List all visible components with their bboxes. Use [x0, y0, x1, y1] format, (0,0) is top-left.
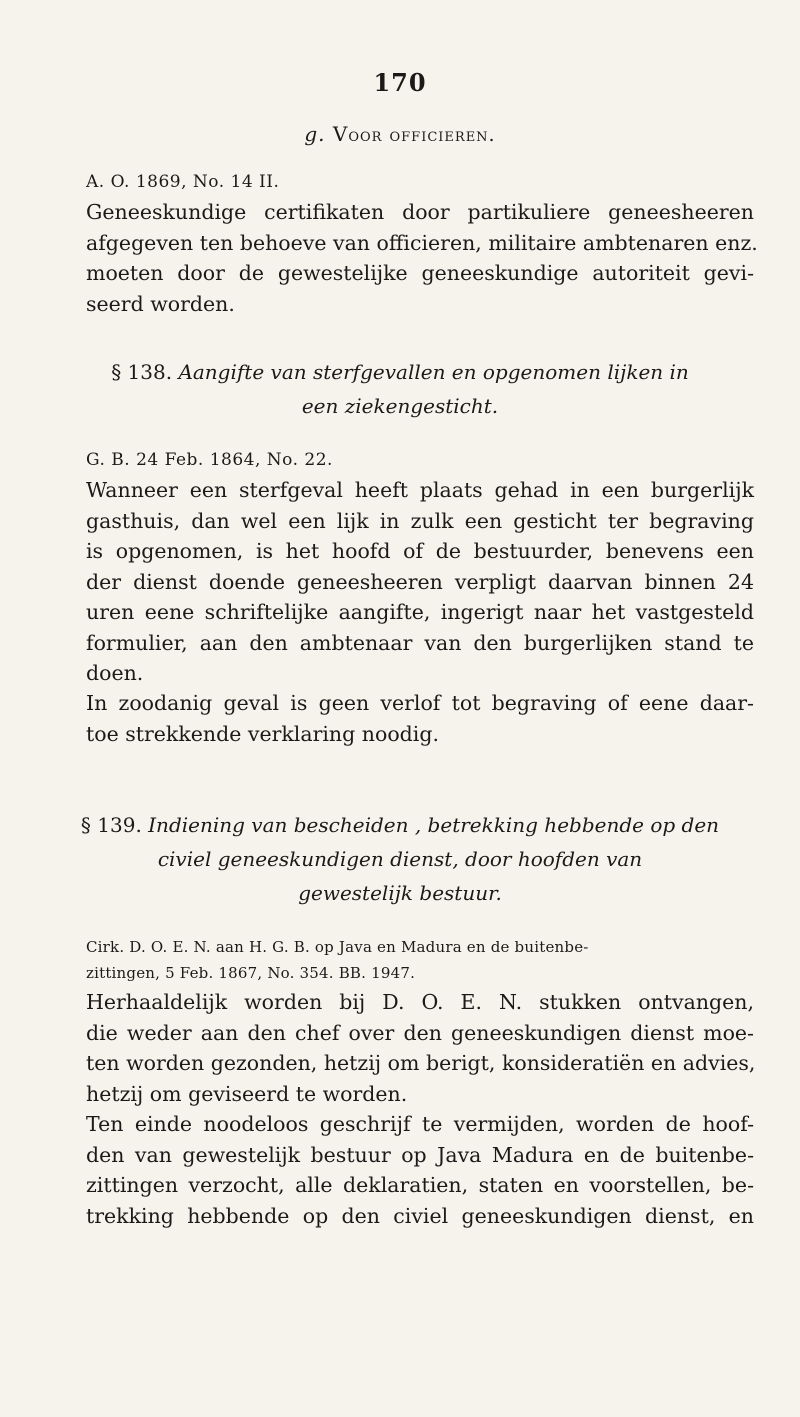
text-line: Wanneer een sterfgeval heeft plaats gehad in een burgerlijk	[86, 478, 754, 502]
block1-paragraph	[86, 197, 758, 319]
heading-letter: g.	[304, 122, 326, 146]
text-line: seerd worden.	[86, 291, 235, 316]
section-138-reference: G. B. 24 Feb. 1864, No. 22.	[86, 450, 333, 470]
section-138-title	[0, 355, 800, 423]
section-139-title-line1	[0, 808, 800, 842]
text-line: der dienst doende geneesheeren verpligt daarvan binnen 24	[86, 569, 754, 594]
section-139-reference-line1: Cirk. D. O. E. N. aan H. G. B. op Java en Madura en de buitenbe-	[86, 938, 589, 956]
section-139-title	[0, 808, 800, 910]
section-139-paragraph-2	[86, 1109, 754, 1231]
text-line: uren eene schriftelijke aangifte, ingerigt naar het vastgesteld	[86, 600, 754, 624]
page-number: 170	[373, 68, 427, 97]
section-138-paragraph-1	[86, 475, 754, 689]
text-line: gasthuis, dan wel een lijk in zulk een gesticht ter begraving	[86, 508, 754, 533]
section-heading-g	[0, 122, 800, 146]
text-line: Ten einde noodeloos geschrijf te vermijden, worden de hoof-	[86, 1112, 754, 1136]
section-139-title-line3: gewestelijk bestuur.	[298, 881, 502, 905]
text-line: formulier, aan den ambtenaar van den burgerlijken stand te	[86, 630, 754, 655]
section-139-number: § 139.	[80, 813, 142, 837]
text-line: doen.	[86, 661, 144, 685]
text-line: is opgenomen, is het hoofd of de bestuurder, benevens een	[86, 539, 754, 563]
text-line: ten worden gezonden, hetzij om berigt, konsideratiën en advies,	[86, 1051, 756, 1075]
text-line: trekking hebbende op den civiel geneeskundigen dienst, en	[86, 1203, 754, 1228]
section-138-paragraph-2	[86, 688, 754, 749]
block1-reference: A. O. 1869, No. 14 II.	[86, 172, 280, 192]
section-138-title-line2: een ziekengesticht.	[301, 394, 499, 418]
heading-title-rest: oor officieren.	[348, 124, 496, 146]
text-line: In zoodanig geval is geen verlof tot begraving of eene daar-	[86, 691, 754, 715]
section-138-title-line1	[0, 355, 800, 389]
section-139-title-line2: civiel geneeskundigen dienst, door hoofden van	[157, 847, 643, 871]
section-138-title-text: Aangifte van sterfgevallen en opgenomen lijken in	[178, 360, 689, 384]
section-138-number: § 138.	[111, 360, 173, 384]
heading-title-cap: V	[332, 122, 349, 146]
text-line: hetzij om geviseerd te worden.	[86, 1081, 408, 1106]
section-139-reference-line2: zittingen, 5 Feb. 1867, No. 354. BB. 1947.	[86, 964, 416, 982]
text-line: Herhaaldelijk worden bij D. O. E. N. stukken ontvangen,	[86, 990, 754, 1014]
text-line: moeten door de gewestelijke geneeskundige autoriteit gevi-	[86, 261, 754, 285]
text-line: Geneeskundige certifikaten door partikuliere geneesheeren	[86, 200, 754, 224]
text-line: den van gewestelijk bestuur op Java Madura en de buitenbe-	[86, 1142, 754, 1167]
text-line: die weder aan den chef over den geneeskundigen dienst moe-	[86, 1020, 754, 1045]
text-line: zittingen verzocht, alle deklaratien, staten en voorstellen, be-	[86, 1173, 754, 1197]
section-139-paragraph-1	[86, 987, 754, 1109]
section-139-title-text: Indiening van bescheiden , betrekking hebbende op den	[148, 813, 720, 837]
text-line: toe strekkende verklaring noodig.	[86, 721, 439, 746]
text-line: afgegeven ten behoeve van officieren, militaire ambtenaren enz.	[86, 230, 758, 255]
